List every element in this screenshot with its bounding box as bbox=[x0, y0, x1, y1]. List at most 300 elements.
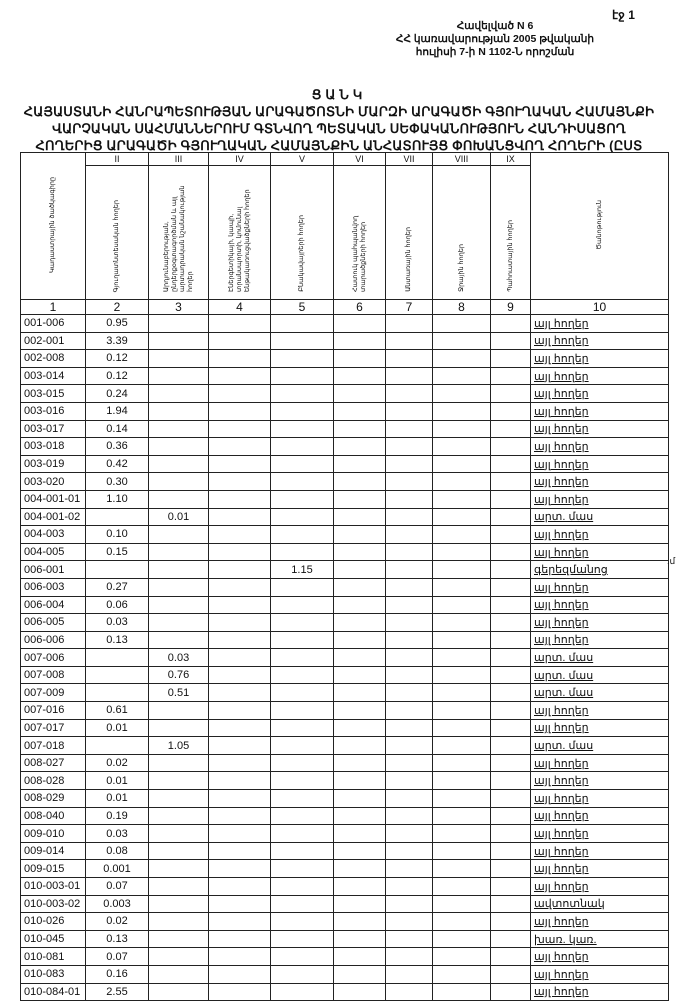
empty-cell bbox=[386, 737, 433, 755]
empty-cell bbox=[491, 508, 531, 526]
empty-cell bbox=[491, 315, 531, 333]
industrial-area bbox=[149, 438, 209, 456]
cadastral-code: 003-015 bbox=[21, 385, 86, 403]
empty-cell bbox=[433, 702, 491, 720]
industrial-area bbox=[149, 754, 209, 772]
table-row bbox=[21, 790, 669, 808]
roman-numeral-row bbox=[21, 153, 669, 166]
note: այլ հողեր bbox=[531, 842, 669, 860]
note: այլ հողեր bbox=[531, 578, 669, 596]
empty-cell bbox=[491, 983, 531, 1001]
empty-cell bbox=[209, 895, 271, 913]
note: այլ հողեր bbox=[531, 402, 669, 420]
industrial-area bbox=[149, 402, 209, 420]
settlement-area bbox=[271, 367, 334, 385]
industrial-area bbox=[149, 790, 209, 808]
note: այլ հողեր bbox=[531, 965, 669, 983]
empty-cell bbox=[334, 402, 386, 420]
empty-cell bbox=[433, 631, 491, 649]
note: այլ հողեր bbox=[531, 878, 669, 896]
industrial-area bbox=[149, 526, 209, 544]
empty-cell bbox=[209, 983, 271, 1001]
cadastral-code: 006-006 bbox=[21, 631, 86, 649]
empty-cell bbox=[491, 367, 531, 385]
empty-cell bbox=[491, 490, 531, 508]
industrial-area bbox=[149, 878, 209, 896]
column-number: 2 bbox=[86, 300, 149, 315]
note: այլ հողեր bbox=[531, 948, 669, 966]
title-heading: ՑԱՆԿ bbox=[311, 87, 367, 102]
empty-cell bbox=[491, 948, 531, 966]
empty-cell bbox=[209, 490, 271, 508]
column-number: 10 bbox=[531, 300, 669, 315]
roman-numeral: IX bbox=[491, 153, 531, 166]
empty-cell bbox=[334, 965, 386, 983]
empty-cell bbox=[433, 596, 491, 614]
empty-cell bbox=[334, 878, 386, 896]
note: խառ. կառ. bbox=[531, 930, 669, 948]
empty-cell bbox=[433, 825, 491, 843]
industrial-area bbox=[149, 420, 209, 438]
note: ավտոտնակ bbox=[531, 895, 669, 913]
settlement-area bbox=[271, 631, 334, 649]
settlement-area bbox=[271, 719, 334, 737]
agricultural-area bbox=[86, 666, 149, 684]
table-row bbox=[21, 684, 669, 702]
table-row bbox=[21, 913, 669, 931]
empty-cell bbox=[209, 913, 271, 931]
empty-cell bbox=[334, 930, 386, 948]
empty-cell bbox=[209, 754, 271, 772]
cadastral-code: 001-006 bbox=[21, 315, 86, 333]
note: այլ հողեր bbox=[531, 596, 669, 614]
title-line: ՎԱՐՉԱԿԱՆ ՍԱՀՄԱՆՆԵՐՈՒՄ ԳՏՆՎՈՂ ՊԵՏԱԿԱՆ ՍԵՓԱԿԱՆՈՒԹՅՈՒՆ ՀԱՆԴԻՍԱՑՈՂ bbox=[52, 121, 626, 136]
empty-cell bbox=[491, 473, 531, 491]
empty-cell bbox=[209, 719, 271, 737]
empty-cell bbox=[334, 719, 386, 737]
agricultural-area: 0.42 bbox=[86, 455, 149, 473]
settlement-area bbox=[271, 526, 334, 544]
industrial-area bbox=[149, 860, 209, 878]
empty-cell bbox=[386, 719, 433, 737]
empty-cell bbox=[433, 402, 491, 420]
empty-cell bbox=[209, 561, 271, 579]
table-row bbox=[21, 860, 669, 878]
empty-cell bbox=[433, 561, 491, 579]
column-header-label: Բնակավայրերի հողեր bbox=[298, 215, 305, 292]
empty-cell bbox=[433, 649, 491, 667]
empty-cell bbox=[334, 543, 386, 561]
settlement-area bbox=[271, 438, 334, 456]
agricultural-area: 0.14 bbox=[86, 420, 149, 438]
note: այլ հողեր bbox=[531, 526, 669, 544]
empty-cell bbox=[334, 737, 386, 755]
empty-cell bbox=[209, 702, 271, 720]
agricultural-area: 0.30 bbox=[86, 473, 149, 491]
empty-cell bbox=[433, 455, 491, 473]
agricultural-area: 0.27 bbox=[86, 578, 149, 596]
empty-cell bbox=[491, 561, 531, 579]
cadastral-code: 004-001-02 bbox=[21, 508, 86, 526]
cadastral-code: 003-014 bbox=[21, 367, 86, 385]
empty-cell bbox=[386, 596, 433, 614]
appendix-line: հուլիսի 7-ի N 1102-Ն որոշման bbox=[415, 46, 575, 58]
empty-cell bbox=[334, 754, 386, 772]
settlement-area bbox=[271, 473, 334, 491]
empty-cell bbox=[209, 543, 271, 561]
settlement-area: 1.15 bbox=[271, 561, 334, 579]
agricultural-area bbox=[86, 561, 149, 579]
empty-cell bbox=[334, 385, 386, 403]
settlement-area bbox=[271, 508, 334, 526]
cadastral-code: 003-017 bbox=[21, 420, 86, 438]
cadastral-code: 008-040 bbox=[21, 807, 86, 825]
empty-cell bbox=[386, 508, 433, 526]
agricultural-area: 0.07 bbox=[86, 948, 149, 966]
column-header bbox=[271, 166, 334, 300]
cadastral-code: 009-014 bbox=[21, 842, 86, 860]
empty-cell bbox=[491, 860, 531, 878]
empty-cell bbox=[386, 930, 433, 948]
settlement-area bbox=[271, 965, 334, 983]
empty-cell bbox=[491, 754, 531, 772]
empty-cell bbox=[334, 473, 386, 491]
empty-cell bbox=[209, 878, 271, 896]
empty-cell bbox=[209, 737, 271, 755]
empty-cell bbox=[209, 649, 271, 667]
industrial-area bbox=[149, 702, 209, 720]
agricultural-area bbox=[86, 649, 149, 667]
empty-cell bbox=[209, 596, 271, 614]
empty-cell bbox=[386, 860, 433, 878]
empty-cell bbox=[433, 878, 491, 896]
empty-cell bbox=[386, 420, 433, 438]
roman-numeral: VIII bbox=[433, 153, 491, 166]
cadastral-code: 008-029 bbox=[21, 790, 86, 808]
industrial-area bbox=[149, 807, 209, 825]
empty-cell bbox=[491, 614, 531, 632]
empty-cell bbox=[433, 666, 491, 684]
title-line: ՀՈՂԵՐԻՑ ԱՐԱԳԱԾԻ ԳՅՈՒՂԱԿԱՆ ՀԱՄԱՅՆՔԻՆ ԱՆՀԱՏՈՒՅՑ ՓՈԽԱՆՑՎՈՂ ՀՈՂԵՐԻ (ԸՍՏ bbox=[35, 138, 643, 153]
settlement-area bbox=[271, 385, 334, 403]
empty-cell bbox=[491, 772, 531, 790]
empty-cell bbox=[334, 860, 386, 878]
empty-cell bbox=[209, 948, 271, 966]
agricultural-area: 0.08 bbox=[86, 842, 149, 860]
cadastral-code: 003-020 bbox=[21, 473, 86, 491]
empty-cell bbox=[433, 948, 491, 966]
column-number-row bbox=[21, 300, 669, 315]
note: այլ հողեր bbox=[531, 790, 669, 808]
industrial-area bbox=[149, 367, 209, 385]
empty-cell bbox=[433, 772, 491, 790]
empty-cell bbox=[386, 455, 433, 473]
settlement-area bbox=[271, 578, 334, 596]
note: այլ հողեր bbox=[531, 825, 669, 843]
empty-cell bbox=[334, 490, 386, 508]
agricultural-area: 0.95 bbox=[86, 315, 149, 333]
empty-cell bbox=[334, 684, 386, 702]
note: այլ հողեր bbox=[531, 332, 669, 350]
empty-cell bbox=[433, 684, 491, 702]
cadastral-code: 004-005 bbox=[21, 543, 86, 561]
note: այլ հողեր bbox=[531, 420, 669, 438]
empty-cell bbox=[491, 350, 531, 368]
settlement-area bbox=[271, 455, 334, 473]
cadastral-code: 006-003 bbox=[21, 578, 86, 596]
roman-numeral: IV bbox=[209, 153, 271, 166]
empty-cell bbox=[386, 965, 433, 983]
empty-cell bbox=[386, 578, 433, 596]
empty-cell bbox=[433, 315, 491, 333]
empty-cell bbox=[491, 666, 531, 684]
cadastral-code: 009-010 bbox=[21, 825, 86, 843]
industrial-area bbox=[149, 455, 209, 473]
settlement-area bbox=[271, 702, 334, 720]
empty-cell bbox=[209, 508, 271, 526]
note: արտ. մաս bbox=[531, 508, 669, 526]
table-row bbox=[21, 666, 669, 684]
table-row bbox=[21, 385, 669, 403]
cadastral-code: 010-003-02 bbox=[21, 895, 86, 913]
note: այլ հողեր bbox=[531, 772, 669, 790]
empty-cell bbox=[491, 790, 531, 808]
industrial-area: 1.05 bbox=[149, 737, 209, 755]
empty-cell bbox=[334, 420, 386, 438]
empty-cell bbox=[386, 948, 433, 966]
industrial-area: 0.76 bbox=[149, 666, 209, 684]
agricultural-area: 2.55 bbox=[86, 983, 149, 1001]
cadastral-code: 007-006 bbox=[21, 649, 86, 667]
industrial-area bbox=[149, 895, 209, 913]
note: գերեզմանոց bbox=[531, 561, 669, 579]
table-row bbox=[21, 332, 669, 350]
industrial-area bbox=[149, 719, 209, 737]
empty-cell bbox=[386, 842, 433, 860]
column-number: 5 bbox=[271, 300, 334, 315]
empty-cell bbox=[334, 367, 386, 385]
table-row bbox=[21, 614, 669, 632]
industrial-area bbox=[149, 631, 209, 649]
empty-cell bbox=[491, 684, 531, 702]
empty-cell bbox=[433, 719, 491, 737]
empty-cell bbox=[491, 702, 531, 720]
note: այլ հողեր bbox=[531, 543, 669, 561]
empty-cell bbox=[334, 790, 386, 808]
industrial-area bbox=[149, 561, 209, 579]
cadastral-code: 002-008 bbox=[21, 350, 86, 368]
industrial-area bbox=[149, 578, 209, 596]
empty-cell bbox=[334, 455, 386, 473]
empty-cell bbox=[433, 965, 491, 983]
settlement-area bbox=[271, 684, 334, 702]
note: այլ հողեր bbox=[531, 913, 669, 931]
empty-cell bbox=[334, 596, 386, 614]
empty-cell bbox=[334, 508, 386, 526]
column-number: 1 bbox=[21, 300, 86, 315]
industrial-area bbox=[149, 842, 209, 860]
column-header-label: Անտառային հողեր bbox=[405, 227, 412, 292]
note: այլ հողեր bbox=[531, 807, 669, 825]
roman-numeral: VII bbox=[386, 153, 433, 166]
roman-numeral: V bbox=[271, 153, 334, 166]
table-row bbox=[21, 578, 669, 596]
industrial-area bbox=[149, 825, 209, 843]
empty-cell bbox=[433, 473, 491, 491]
agricultural-area: 0.003 bbox=[86, 895, 149, 913]
settlement-area bbox=[271, 490, 334, 508]
note: այլ հողեր bbox=[531, 631, 669, 649]
settlement-area bbox=[271, 825, 334, 843]
empty-cell bbox=[334, 315, 386, 333]
empty-cell bbox=[209, 666, 271, 684]
empty-cell bbox=[433, 895, 491, 913]
column-header bbox=[209, 166, 271, 300]
empty-cell bbox=[209, 578, 271, 596]
agricultural-area: 3.39 bbox=[86, 332, 149, 350]
note: այլ հողեր bbox=[531, 983, 669, 1001]
empty-cell bbox=[386, 631, 433, 649]
empty-cell bbox=[334, 895, 386, 913]
empty-cell bbox=[334, 332, 386, 350]
cadastral-code: 010-003-01 bbox=[21, 878, 86, 896]
empty-cell bbox=[386, 878, 433, 896]
note: այլ հողեր bbox=[531, 438, 669, 456]
note: այլ հողեր bbox=[531, 719, 669, 737]
empty-cell bbox=[334, 649, 386, 667]
note: այլ հողեր bbox=[531, 702, 669, 720]
settlement-area bbox=[271, 983, 334, 1001]
settlement-area bbox=[271, 543, 334, 561]
note: այլ հողեր bbox=[531, 860, 669, 878]
agricultural-area: 0.13 bbox=[86, 930, 149, 948]
table-row bbox=[21, 543, 669, 561]
table-row bbox=[21, 438, 669, 456]
column-number: 4 bbox=[209, 300, 271, 315]
empty-cell bbox=[491, 965, 531, 983]
appendix-reference bbox=[380, 20, 610, 59]
cadastral-code: 007-018 bbox=[21, 737, 86, 755]
empty-cell bbox=[433, 614, 491, 632]
industrial-area bbox=[149, 473, 209, 491]
industrial-area bbox=[149, 596, 209, 614]
agricultural-area: 0.01 bbox=[86, 772, 149, 790]
agricultural-area: 0.12 bbox=[86, 350, 149, 368]
column-header bbox=[149, 166, 209, 300]
empty-cell bbox=[491, 719, 531, 737]
table-row bbox=[21, 754, 669, 772]
cadastral-code: 009-015 bbox=[21, 860, 86, 878]
industrial-area bbox=[149, 930, 209, 948]
empty-cell bbox=[386, 350, 433, 368]
empty-cell bbox=[386, 754, 433, 772]
cadastral-code: 010-045 bbox=[21, 930, 86, 948]
column-header-label: Էներգետիկայի, կապի, տրանսպորտի, կոմունալ ենթակառուցվածքների հողեր bbox=[227, 189, 251, 292]
settlement-area bbox=[271, 614, 334, 632]
note: այլ հողեր bbox=[531, 473, 669, 491]
table-row bbox=[21, 772, 669, 790]
empty-cell bbox=[433, 438, 491, 456]
note: այլ հողեր bbox=[531, 490, 669, 508]
table-row bbox=[21, 402, 669, 420]
empty-cell bbox=[491, 913, 531, 931]
cadastral-code: 010-081 bbox=[21, 948, 86, 966]
empty-cell bbox=[386, 385, 433, 403]
empty-cell bbox=[334, 526, 386, 544]
industrial-area: 0.03 bbox=[149, 649, 209, 667]
column-number: 3 bbox=[149, 300, 209, 315]
settlement-area bbox=[271, 948, 334, 966]
empty-cell bbox=[491, 895, 531, 913]
empty-cell bbox=[491, 930, 531, 948]
industrial-area bbox=[149, 948, 209, 966]
table-row bbox=[21, 367, 669, 385]
cadastral-code: 004-001-01 bbox=[21, 490, 86, 508]
empty-cell bbox=[209, 842, 271, 860]
empty-cell bbox=[334, 983, 386, 1001]
table-row bbox=[21, 631, 669, 649]
empty-cell bbox=[491, 402, 531, 420]
cadastral-code: 003-016 bbox=[21, 402, 86, 420]
empty-cell bbox=[209, 438, 271, 456]
industrial-area bbox=[149, 332, 209, 350]
industrial-area bbox=[149, 350, 209, 368]
agricultural-area: 0.03 bbox=[86, 614, 149, 632]
industrial-area: 0.51 bbox=[149, 684, 209, 702]
cadastral-code: 007-009 bbox=[21, 684, 86, 702]
empty-cell bbox=[334, 807, 386, 825]
empty-cell bbox=[386, 895, 433, 913]
cadastral-code: 006-004 bbox=[21, 596, 86, 614]
empty-cell bbox=[433, 930, 491, 948]
cadastral-code: 006-005 bbox=[21, 614, 86, 632]
agricultural-area: 0.13 bbox=[86, 631, 149, 649]
agricultural-area: 0.01 bbox=[86, 719, 149, 737]
column-number: 7 bbox=[386, 300, 433, 315]
settlement-area bbox=[271, 315, 334, 333]
settlement-area bbox=[271, 790, 334, 808]
cadastral-code: 003-019 bbox=[21, 455, 86, 473]
industrial-area bbox=[149, 543, 209, 561]
empty-cell bbox=[433, 807, 491, 825]
industrial-area bbox=[149, 965, 209, 983]
column-header bbox=[531, 153, 669, 300]
empty-cell bbox=[386, 438, 433, 456]
settlement-area bbox=[271, 913, 334, 931]
settlement-area bbox=[271, 350, 334, 368]
table-row bbox=[21, 455, 669, 473]
empty-cell bbox=[433, 790, 491, 808]
empty-cell bbox=[386, 666, 433, 684]
note: այլ հողեր bbox=[531, 385, 669, 403]
empty-cell bbox=[209, 385, 271, 403]
column-header-label: Ծանոթություն bbox=[595, 200, 603, 250]
cadastral-code: 007-016 bbox=[21, 702, 86, 720]
settlement-area bbox=[271, 649, 334, 667]
empty-cell bbox=[433, 913, 491, 931]
table-row bbox=[21, 842, 669, 860]
empty-cell bbox=[433, 526, 491, 544]
empty-cell bbox=[209, 790, 271, 808]
column-header bbox=[21, 153, 86, 300]
table-row bbox=[21, 895, 669, 913]
cadastral-code: 008-028 bbox=[21, 772, 86, 790]
margin-mark: .մ bbox=[667, 556, 676, 566]
empty-cell bbox=[209, 825, 271, 843]
column-header bbox=[433, 166, 491, 300]
agricultural-area bbox=[86, 737, 149, 755]
industrial-area bbox=[149, 772, 209, 790]
